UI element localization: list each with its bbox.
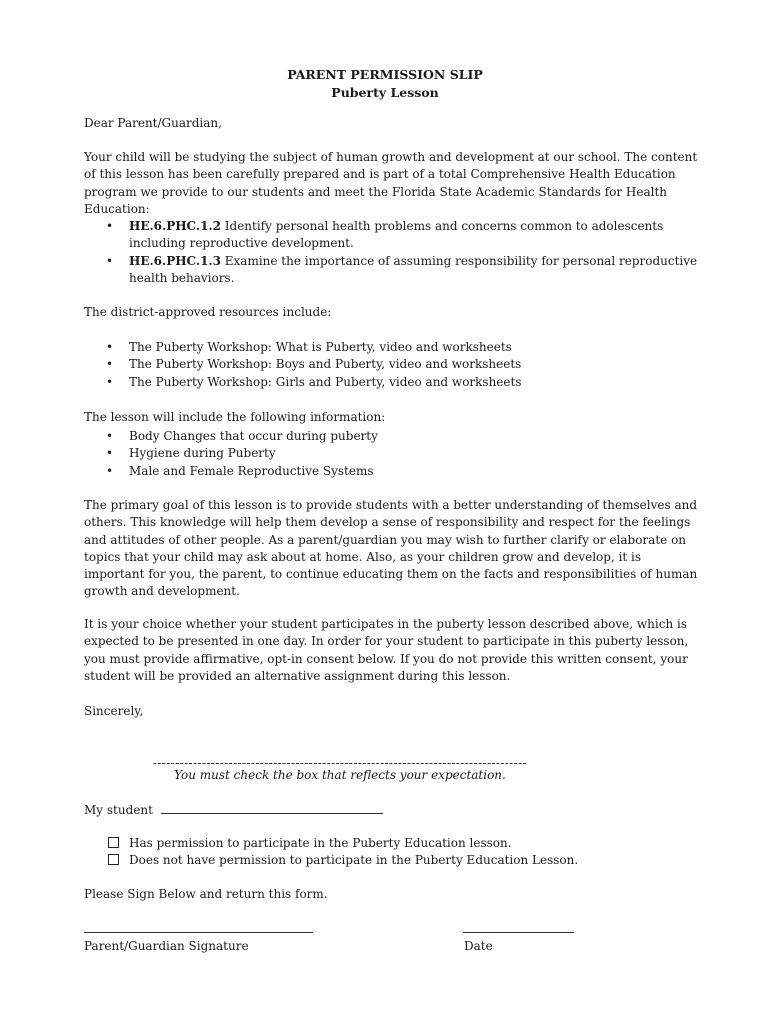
option-label: Does not have permission to participate in the Puberty Education Lesson.: [129, 853, 579, 867]
standard-item: [84, 218, 700, 253]
signature-line[interactable]: [84, 932, 313, 933]
resource-item: • The Puberty Workshop: Girls and Puberty, video and worksheets: [84, 374, 700, 391]
standard-text: Examine the importance of assuming responsibility for personal reproductive health behaviors.: [129, 253, 698, 285]
standard-text: Identify personal health problems and concerns common to adolescents including reproductive development.: [129, 219, 664, 251]
checkbox-granted[interactable]: [108, 837, 119, 848]
resources-intro: The district-approved resources include:: [84, 305, 332, 319]
resource-item: • The Puberty Workshop: What is Puberty, video and worksheets: [84, 339, 700, 356]
document-subtitle: Puberty Lesson: [331, 85, 439, 100]
standards-list: [84, 218, 700, 287]
date-label: Date: [464, 939, 493, 953]
expectation-note: You must check the box that reflects your expectation.: [174, 768, 506, 782]
salutation: Dear Parent/Guardian,: [84, 116, 222, 130]
closing: Sincerely,: [84, 704, 144, 718]
student-name-field[interactable]: [161, 801, 383, 814]
sign-instruction: Please Sign Below and return this form.: [84, 887, 328, 901]
resources-list: [84, 339, 700, 391]
resource-item: • The Puberty Workshop: Boys and Puberty, video and worksheets: [84, 356, 700, 373]
standard-code: HE.6.PHC.1.2: [129, 219, 221, 233]
goal-paragraph: The primary goal of this lesson is to provide students with a better understanding of themselves and others. This knowledge will help them develop a sense of responsibility and respect for the feelings and attitudes of other people. As a parent/guardian you may wish to further clarify or elaborate on topics that your child may ask about at home. Also, as your children grow and develop, it is important for you, the parent, to continue educating them on the facts and responsibilities of human growth and development.: [84, 498, 698, 599]
lesson-topic-item: • Hygiene during Puberty: [84, 445, 700, 462]
cut-line: ------------------------------------------------------------------------------------: [152, 756, 528, 770]
lesson-topics-list: [84, 428, 700, 480]
choice-paragraph: It is your choice whether your student participates in the puberty lesson described above, which is expected to be presented in one day. In order for your student to participate in this puberty lesson, you must provide affirmative, opt-in consent below. If you do not provide this written consent, your student will be provided an alternative assignment during this lesson.: [84, 617, 689, 683]
option-permission-denied: [108, 852, 578, 869]
lesson-topic-item: • Male and Female Reproductive Systems: [84, 463, 700, 480]
student-name-row: [84, 801, 700, 819]
standard-item: [84, 253, 700, 288]
lesson-topic-item: • Body Changes that occur during puberty: [84, 428, 700, 445]
date-line[interactable]: [463, 932, 574, 933]
signature-label: Parent/Guardian Signature: [84, 939, 249, 953]
standard-code: HE.6.PHC.1.3: [129, 253, 221, 268]
option-label: Has permission to participate in the Puberty Education lesson.: [129, 836, 512, 850]
checkbox-denied[interactable]: [108, 854, 119, 865]
document-title: PARENT PERMISSION SLIP: [287, 67, 483, 82]
student-label: My student: [84, 803, 153, 817]
option-permission-granted: [108, 835, 512, 852]
intro-paragraph: Your child will be studying the subject of human growth and development at our school. The content of this lesson has been carefully prepared and is part of a total Comprehensive Health Education program we provide to our students and meet the Florida State Academic Standards for Health Education:: [84, 150, 698, 216]
lesson-intro: The lesson will include the following information:: [84, 410, 386, 424]
